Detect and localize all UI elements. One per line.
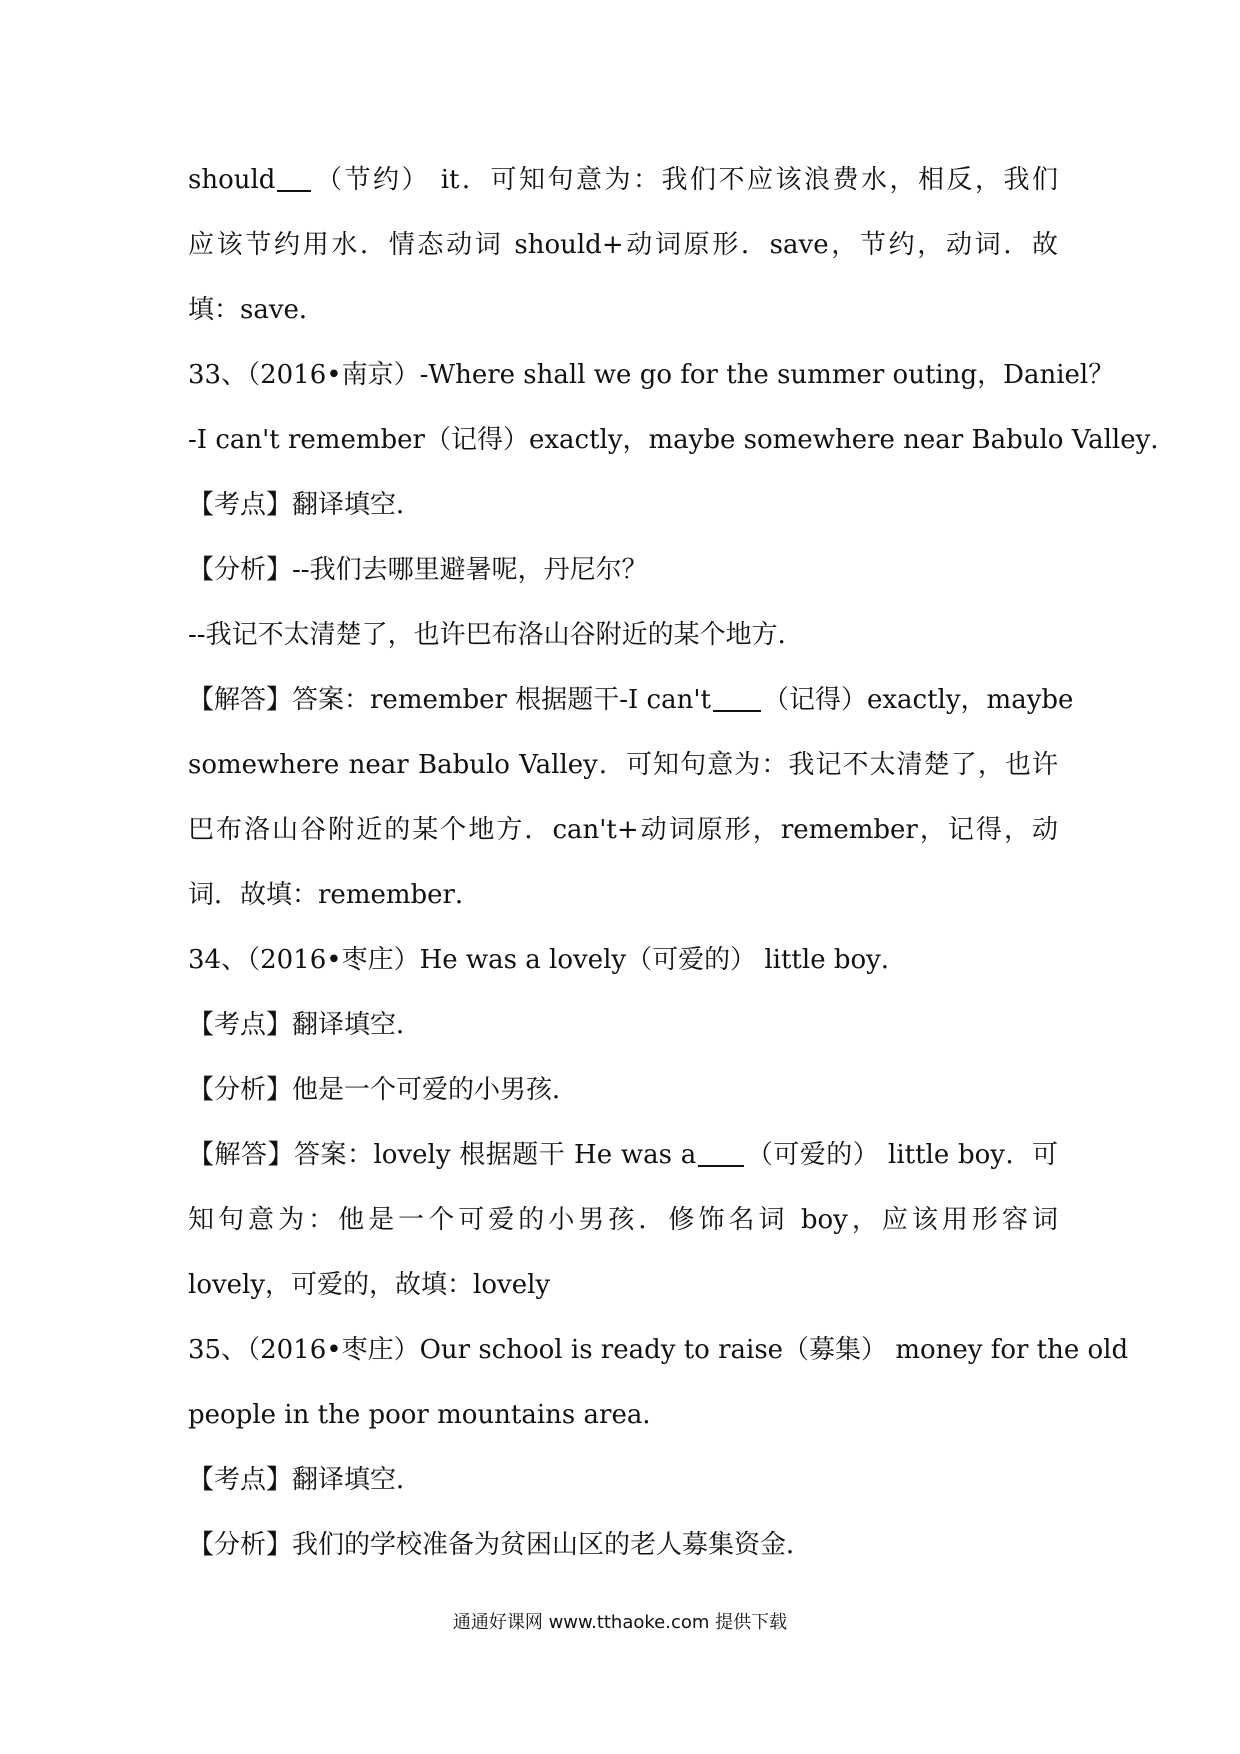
text-line: --我记不太清楚了，也许巴布洛山谷附近的某个地方． (188, 620, 804, 650)
text-line: 填：save． (188, 295, 325, 325)
text-line: lovely，可爱的，故填：lovely (188, 1270, 551, 1300)
text-line: 应该节约用水．情态动词 should+动词原形．save，节约，动词．故 (188, 230, 1058, 260)
question-34: 34、（2016•枣庄）He was a lovely（可爱的） little boy． (188, 945, 907, 975)
kaodian-label: 【考点】翻译填空． (188, 1010, 423, 1040)
question-35: 35、（2016•枣庄）Our school is ready to raise（募集） money for the old (188, 1335, 1129, 1365)
answer-blank (713, 684, 761, 712)
answer-blank (698, 1139, 744, 1167)
text-line: -I can't remember（记得）exactly，maybe somewhere near Babulo Valley． (188, 425, 1177, 455)
jieda-label: 【解答】答案：remember 根据题干-I can't （记得）exactly，maybe (188, 685, 1074, 715)
kaodian-label: 【考点】翻译填空． (188, 490, 423, 520)
jieda-label: 【解答】答案：lovely 根据题干 He was a （可爱的） little boy．可 (188, 1140, 1058, 1170)
text-line: 词．故填：remember． (188, 880, 481, 910)
text-line: people in the poor mountains area． (188, 1400, 669, 1430)
fenxi-label: 【分析】他是一个可爱的小男孩． (188, 1075, 579, 1105)
answer-blank (277, 164, 311, 192)
document-body (188, 148, 1177, 1578)
text-line: 巴布洛山谷附近的某个地方．can't+动词原形，remember，记得，动 (188, 815, 1058, 845)
question-33: 33、（2016•南京）-Where shall we go for the summer outing，Daniel？ (188, 360, 1115, 390)
text-line: should （节约） it．可知句意为：我们不应该浪费水，相反，我们 (188, 165, 1058, 195)
text-line: somewhere near Babulo Valley．可知句意为：我记不太清楚了，也许 (188, 750, 1058, 780)
text-line: 知句意为：他是一个可爱的小男孩．修饰名词 boy，应该用形容词 (188, 1205, 1058, 1235)
kaodian-label: 【考点】翻译填空． (188, 1465, 423, 1495)
fenxi-label: 【分析】我们的学校准备为贫困山区的老人募集资金． (188, 1530, 813, 1560)
fenxi-label: 【分析】--我们去哪里避暑呢，丹尼尔？ (188, 555, 648, 585)
page-footer: 通通好课网 www.tthaoke.com 提供下载 (452, 1612, 788, 1633)
